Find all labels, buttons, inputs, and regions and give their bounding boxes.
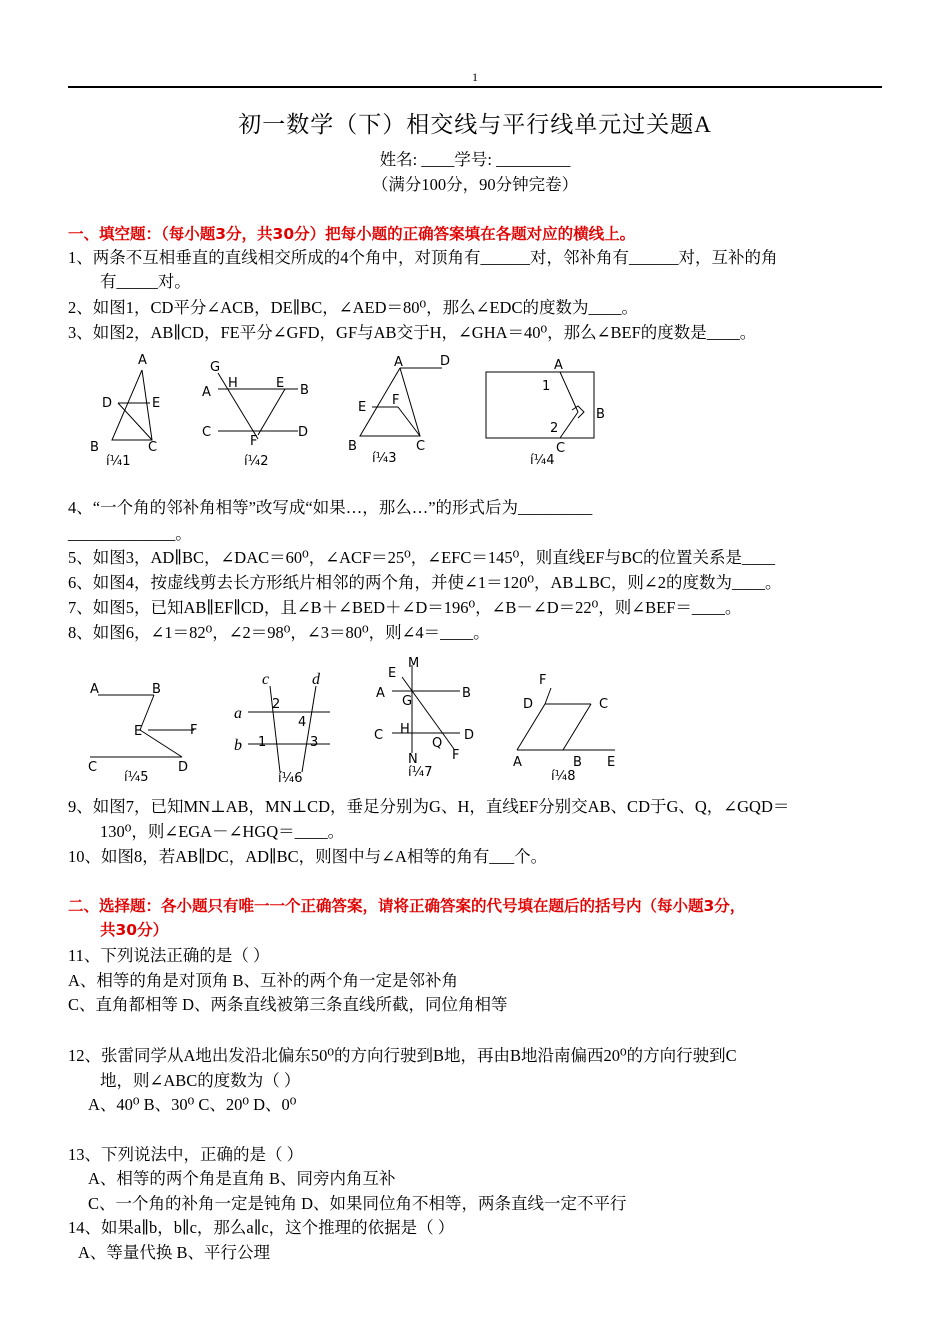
fig2-label: H <box>228 376 238 391</box>
fig7-label: B <box>462 686 471 701</box>
section2-heading-line2: 共30分） <box>100 921 169 939</box>
fig5-label: C <box>88 760 98 775</box>
fig3-label: D <box>440 354 451 369</box>
fig8-caption: í¼8 <box>551 769 576 784</box>
question-12-line2: 地，则∠ABC的度数为（ ） <box>100 1071 301 1090</box>
question-6: 6、如图4，按虚线剪去长方形纸片相邻的两个角，并使∠1＝120⁰，AB⊥BC，则∠2的度数为____。 <box>68 573 782 592</box>
page-title: 初一数学（下）相交线与平行线单元过关题A <box>238 112 712 137</box>
fig7-label: E <box>388 666 397 681</box>
question-1-line1: 1、两条不互相垂直的直线相交所成的4个角中，对顶角有______对，邻补角有______对，互补的角 <box>68 248 778 267</box>
question-9-line2: 130⁰，则∠EGA－∠HGQ＝____。 <box>100 822 345 841</box>
fig4-label: 1 <box>542 379 551 394</box>
fig2-label: D <box>298 425 309 440</box>
question-9-line1: 9、如图7，已知MN⊥AB，MN⊥CD，垂足分别为G、H，直线EF分别交AB、CD于G、Q，∠GQD＝ <box>68 797 790 816</box>
question-14-options: A、等量代换 B、平行公理 <box>78 1243 271 1262</box>
fig4-cut-bc <box>560 412 578 438</box>
fig5-line-ed <box>140 730 182 757</box>
fig3-triangle <box>360 368 420 436</box>
fig6-caption: í¼6 <box>278 771 303 786</box>
question-14: 14、如果a∥b，b∥c，那么a∥c，这个推理的依据是（ ） <box>68 1218 455 1237</box>
score-note: （满分100分，90分钟完卷） <box>371 175 579 194</box>
fig7-label: G <box>402 694 413 709</box>
fig4-label: A <box>554 358 563 373</box>
fig1-segment-dc <box>118 403 152 440</box>
fig6-label: 1 <box>258 735 267 750</box>
fig3-caption: í¼3 <box>372 451 397 466</box>
fig1-label: E <box>152 396 161 411</box>
question-12-options: A、40⁰ B、30⁰ C、20⁰ D、0⁰ <box>88 1095 297 1114</box>
fig3-label: C <box>416 439 426 454</box>
fig3-line-fc <box>398 407 420 436</box>
fig5-label: F <box>190 723 198 738</box>
fig2-label: F <box>250 434 258 449</box>
fig7-label: F <box>452 748 460 763</box>
fig4-caption: í¼4 <box>530 453 555 467</box>
fig3-label: E <box>358 400 367 415</box>
question-4-line2: _____________。 <box>68 524 192 543</box>
fig4-label: B <box>596 407 605 422</box>
figure-1 <box>82 350 182 468</box>
question-4-line1: 4、“一个角的邻补角相等”改写成“如果…，那么…”的形式后为_________ <box>68 498 593 517</box>
question-12-line1: 12、张雷同学从A地出发沿北偏东50⁰的方向行驶到B地，再由B地沿南偏西20⁰的方向行驶到C <box>68 1046 737 1065</box>
fig1-triangle <box>112 370 152 440</box>
fig5-label: B <box>152 682 161 697</box>
fig2-line-gf <box>218 373 258 439</box>
fig7-caption: í¼7 <box>408 765 433 780</box>
question-2: 2、如图1，CD平分∠ACB，DE∥BC，∠AED＝80⁰，那么∠EDC的度数为____。 <box>68 298 638 317</box>
fig7-label: M <box>408 656 420 671</box>
fig7-line-ef <box>402 677 454 749</box>
fig7-label: N <box>408 752 418 767</box>
figure-8 <box>505 668 630 786</box>
fig7-label: Q <box>432 736 443 751</box>
question-13: 13、下列说法中，正确的是（ ） <box>68 1145 304 1164</box>
fig4-cut-ab <box>560 372 578 412</box>
fig3-label: A <box>394 355 403 370</box>
figure-6 <box>228 668 348 788</box>
fig2-label: G <box>210 360 221 375</box>
fig4-rectangle <box>486 372 594 438</box>
fig8-label: F <box>539 673 547 688</box>
question-3: 3、如图2，AB∥CD，FE平分∠GFD，GF与AB交于H，∠GHA＝40⁰，那么∠BEF的度数是____。 <box>68 323 757 342</box>
fig1-label: C <box>148 440 158 455</box>
fig1-caption: í¼1 <box>106 454 131 468</box>
fig4-label: C <box>556 441 566 456</box>
question-11-options-line2: C、直角都相等 D、两条直线被第三条直线所截，同位角相等 <box>68 995 508 1014</box>
question-13-options-line2: C、一个角的补角一定是钝角 D、如果同位角不相等，两条直线一定不平行 <box>88 1194 627 1213</box>
fig5-label: A <box>90 682 99 697</box>
fig2-caption: í¼2 <box>244 454 269 469</box>
figure-3 <box>342 350 462 468</box>
fig8-line-df <box>545 688 551 704</box>
page-number: 1 <box>472 70 478 84</box>
section1-heading: 一、填空题：（每小题3分，共30分）把每小题的正确答案填在各题对应的横线上。 <box>68 225 636 243</box>
question-7: 7、如图5，已知AB∥EF∥CD，且∠B＋∠BED＋∠D＝196⁰，∠B－∠D＝22⁰，则∠BEF＝____。 <box>68 598 742 617</box>
question-13-options-line1: A、相等的两个角是直角 B、同旁内角互补 <box>88 1169 396 1188</box>
fig2-label: E <box>276 376 285 391</box>
fig3-label: F <box>392 393 400 408</box>
figure-4 <box>480 352 620 467</box>
fig6-label: d <box>312 671 320 688</box>
fig6-label: 3 <box>310 735 319 750</box>
student-info-line: 姓名: ____学号: _________ <box>379 150 571 169</box>
fig1-label: A <box>138 353 147 368</box>
fig1-label: B <box>90 440 99 455</box>
fig8-label: D <box>523 697 534 712</box>
fig7-label: H <box>400 722 410 737</box>
fig3-label: B <box>348 439 357 454</box>
fig8-label: C <box>599 697 609 712</box>
fig8-label: B <box>573 755 582 770</box>
fig5-caption: í¼5 <box>124 770 149 785</box>
question-11-options-line1: A、相等的角是对顶角 B、互补的两个角一定是邻补角 <box>68 971 459 990</box>
fig2-line-fe <box>258 389 285 435</box>
fig6-label: b <box>234 737 242 754</box>
fig6-label: c <box>262 671 270 688</box>
fig8-label: E <box>607 755 616 770</box>
header-rule <box>68 86 882 88</box>
figure-7 <box>370 653 490 783</box>
fig7-label: C <box>374 728 384 743</box>
fig6-label: a <box>234 705 242 722</box>
question-11: 11、下列说法正确的是（ ） <box>68 946 270 965</box>
fig4-label: 2 <box>550 421 559 436</box>
question-10: 10、如图8，若AB∥DC，AD∥BC，则图中与∠A相等的角有___个。 <box>68 847 548 866</box>
figure-5 <box>82 675 212 787</box>
fig7-label: D <box>464 728 475 743</box>
figure-2 <box>198 355 318 470</box>
question-5: 5、如图3，AD∥BC，∠DAC＝60⁰，∠ACF＝25⁰，∠EFC＝145⁰，则直线EF与BC的位置关系是____ <box>68 548 775 567</box>
fig6-label: 4 <box>298 715 307 730</box>
question-8: 8、如图6，∠1＝82⁰，∠2＝98⁰，∠3＝80⁰，则∠4＝____。 <box>68 623 490 642</box>
section2-heading-line1: 二、选择题：各小题只有唯一一个正确答案，请将正确答案的代号填在题后的括号内（每小题3分， <box>68 897 746 915</box>
fig2-label: A <box>202 385 211 400</box>
fig8-label: A <box>513 755 522 770</box>
question-1-line2: 有_____对。 <box>100 272 191 291</box>
fig2-label: C <box>202 425 212 440</box>
fig5-label: E <box>134 724 143 739</box>
fig2-label: B <box>300 383 309 398</box>
fig5-label: D <box>178 760 189 775</box>
fig8-line-bc <box>563 704 591 750</box>
fig7-label: A <box>376 686 385 701</box>
fig6-label: 2 <box>272 697 281 712</box>
fig1-label: D <box>102 396 113 411</box>
